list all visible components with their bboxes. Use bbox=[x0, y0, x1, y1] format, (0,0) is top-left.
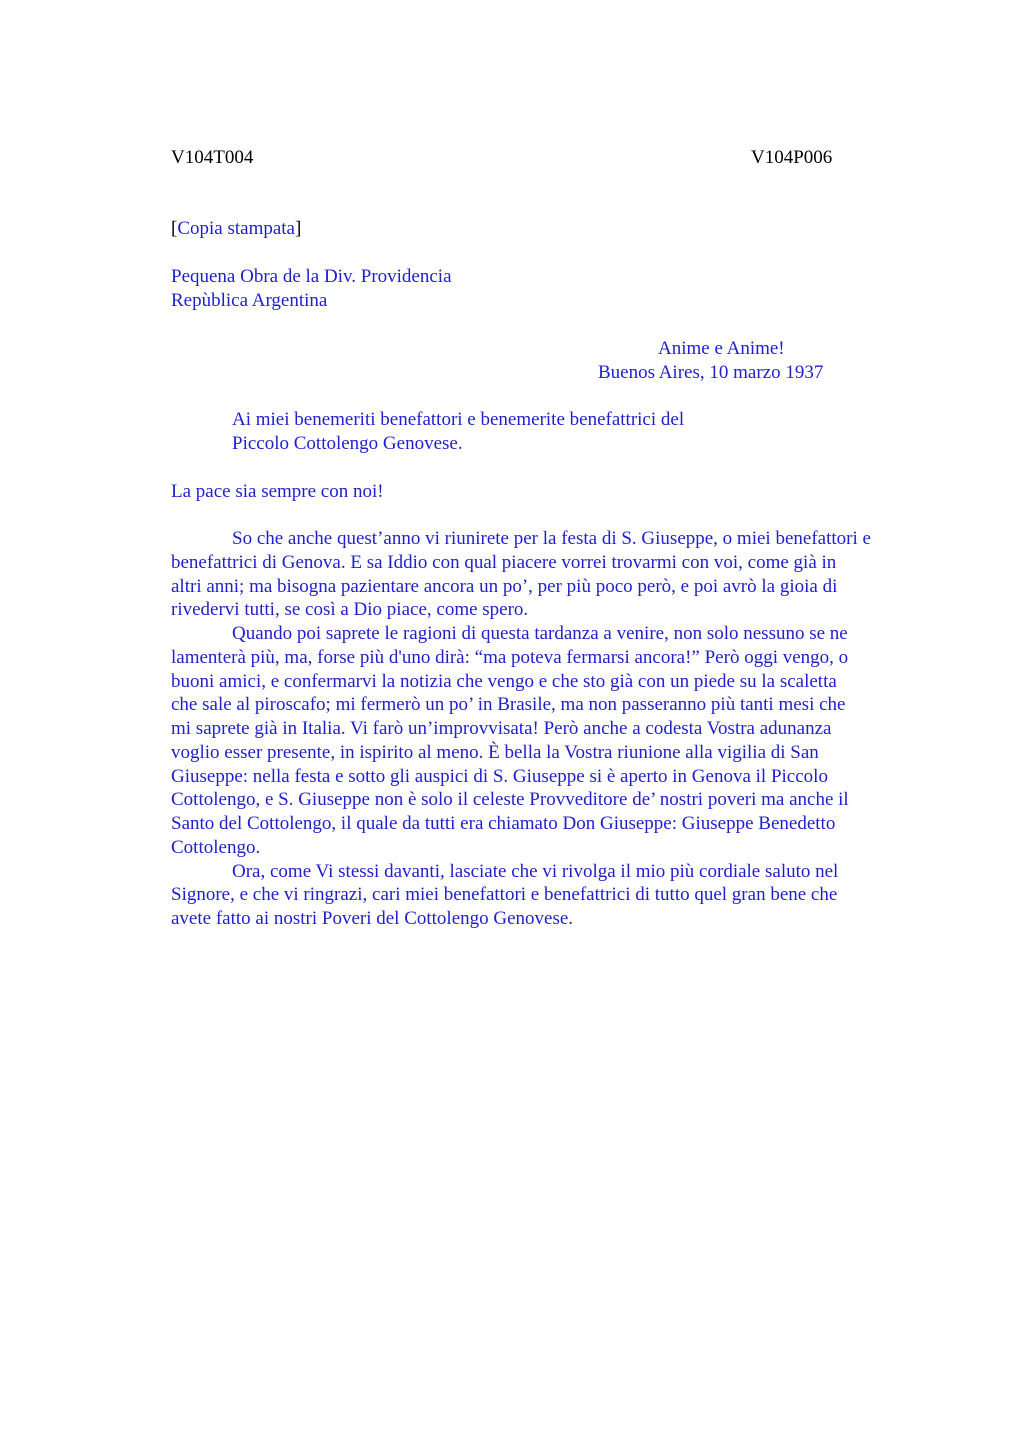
body-line: buoni amici, e confermarvi la notizia che vengo e che sto già con un piede su la scaletta bbox=[171, 671, 837, 692]
address-line-1: Ai miei benemeriti benefattori e benemerite benefattrici del bbox=[232, 409, 685, 430]
body-line: che sale al piroscafo; mi fermerò un po’ in Brasile, ma non passeranno più tanti mesi che bbox=[171, 694, 846, 715]
body-line: altri anni; ma bisogna pazientare ancora un po’, per più poco però, e poi avrò la gioia di bbox=[171, 576, 838, 597]
document-code-left: V104T004 bbox=[171, 147, 254, 168]
body-line: Santo del Cottolengo, il quale da tutti era chiamato Don Giuseppe: Giuseppe Benedetto bbox=[171, 813, 836, 834]
place-date: Buenos Aires, 10 marzo 1937 bbox=[598, 362, 824, 383]
letterhead-line-1: Pequena Obra de la Div. Providencia bbox=[171, 266, 452, 287]
body-line: Cottolengo. bbox=[171, 837, 261, 858]
close-bracket: ] bbox=[295, 218, 302, 239]
motto: Anime e Anime! bbox=[658, 338, 785, 359]
body-line: rivedervi tutti, se così a Dio piace, come spero. bbox=[171, 599, 529, 620]
body-line: voglio esser presente, in ispirito al meno. È bella la Vostra riunione alla vigilia di San bbox=[171, 742, 819, 763]
body-line: benefattrici di Genova. E sa Iddio con qual piacere vorrei trovarmi con voi, come già in bbox=[171, 552, 837, 573]
greeting: La pace sia sempre con noi! bbox=[171, 481, 384, 502]
body-line: Cottolengo, e S. Giuseppe non è solo il celeste Provveditore de’ nostri poveri ma anche il bbox=[171, 789, 849, 810]
address-line-2: Piccolo Cottolengo Genovese. bbox=[232, 433, 463, 454]
open-bracket: [ bbox=[171, 218, 178, 239]
body-line: mi saprete già in Italia. Vi farò un’improvvisata! Però anche a codesta Vostra adunanza bbox=[171, 718, 832, 739]
body-line: Giuseppe: nella festa e sotto gli auspici di S. Giuseppe si è aperto in Genova il Piccolo bbox=[171, 766, 828, 787]
body-line: So che anche quest’anno vi riunirete per la festa di S. Giuseppe, o miei benefattori e bbox=[232, 528, 871, 549]
body-line: Quando poi saprete le ragioni di questa tardanza a venire, non solo nessuno se ne bbox=[232, 623, 848, 644]
body-line: lamenterà più, ma, forse più d'uno dirà: “ma poteva fermarsi ancora!” Però oggi vengo, o bbox=[171, 647, 849, 668]
letterhead-line-2: Repùblica Argentina bbox=[171, 290, 328, 311]
document-code-right: V104P006 bbox=[751, 147, 833, 168]
copy-note bbox=[171, 218, 301, 240]
copy-note-text: Copia stampata bbox=[177, 218, 295, 239]
body-line: Ora, come Vi stessi davanti, lasciate che vi rivolga il mio più cordiale saluto nel bbox=[232, 861, 839, 882]
body-line: Signore, e che vi ringrazi, cari miei benefattori e benefattrici di tutto quel gran bene che bbox=[171, 884, 838, 905]
body-line: avete fatto ai nostri Poveri del Cottolengo Genovese. bbox=[171, 908, 574, 929]
